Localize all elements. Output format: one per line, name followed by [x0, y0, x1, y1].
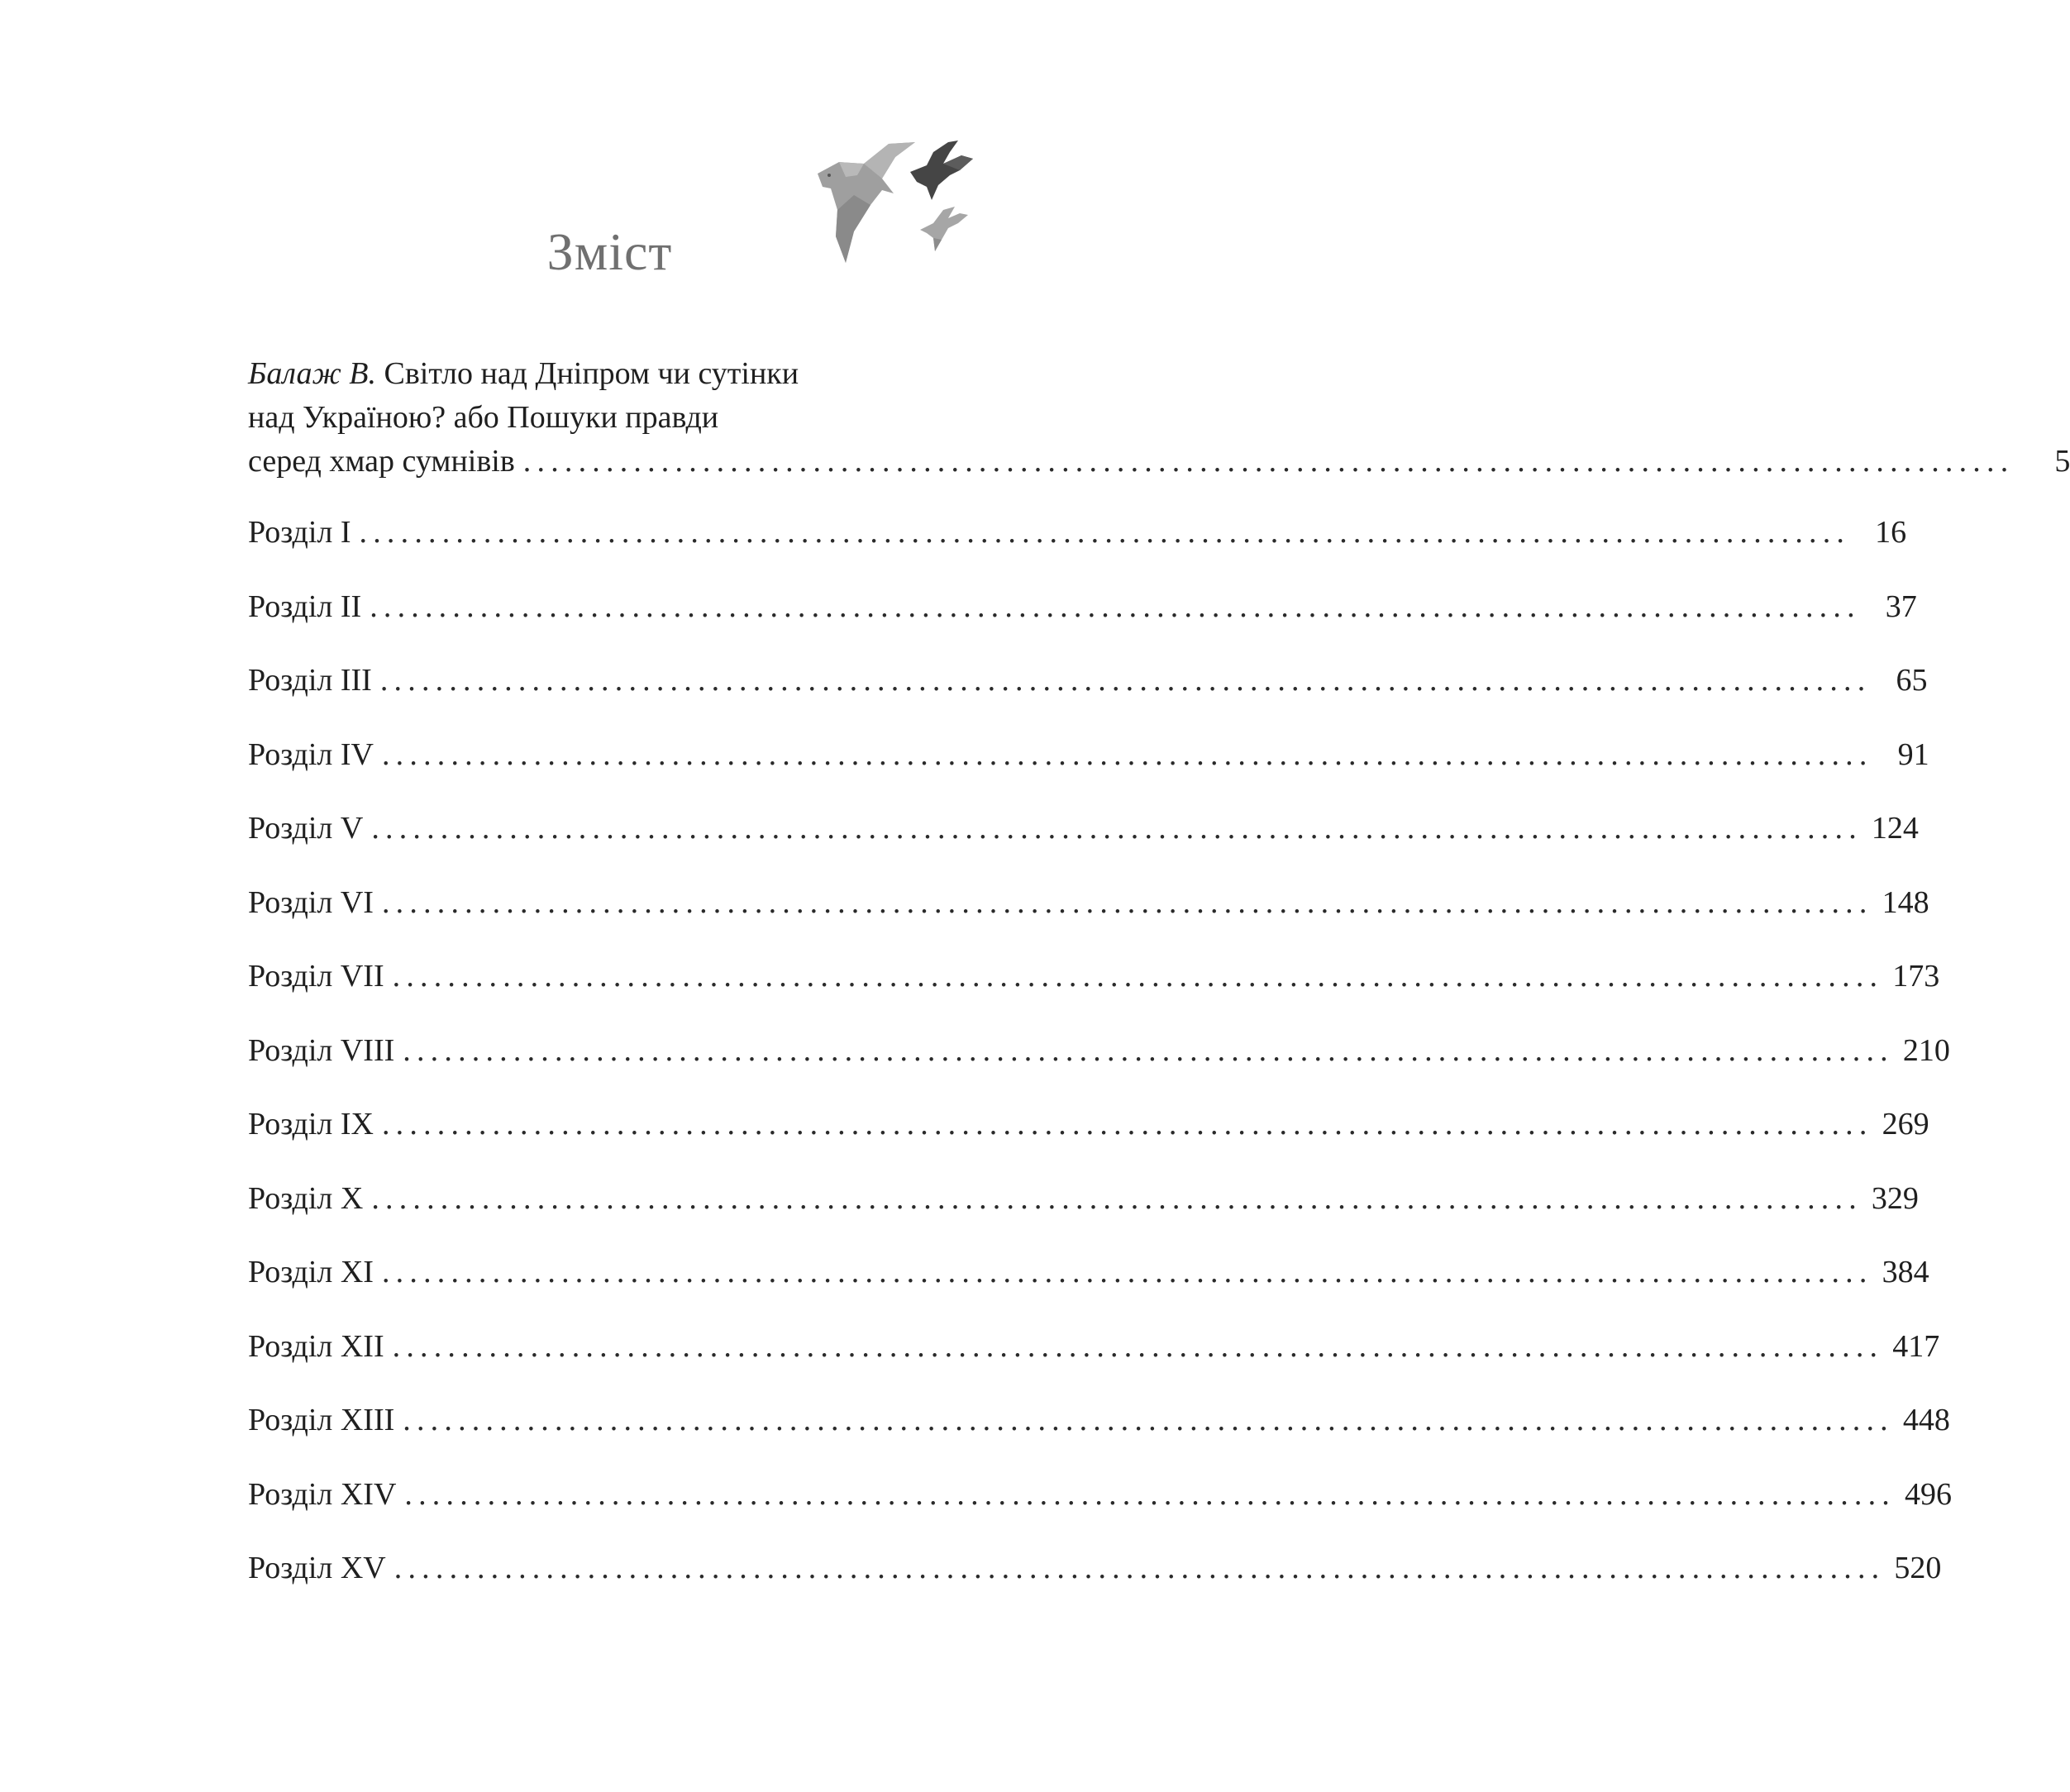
dot-leader: ............................................................................................................	[403, 1032, 1894, 1068]
chapter-page-number: 384	[1882, 1255, 1929, 1289]
toc-entry-chapter[interactable]	[248, 1399, 1950, 1442]
toc-entry-chapter[interactable]	[248, 1547, 1942, 1590]
chapter-label: Розділ XV	[248, 1551, 386, 1585]
chapter-label: Розділ VIII	[248, 1032, 395, 1068]
chapter-page-number: 417	[1892, 1328, 1940, 1364]
toc-entry-chapter[interactable]	[248, 659, 1928, 703]
intro-line-3	[248, 440, 2070, 484]
chapter-label: Розділ XI	[248, 1255, 374, 1289]
dot-leader: ............................................................................................................	[403, 1403, 1894, 1437]
intro-line-1	[248, 352, 942, 396]
chapter-label: Розділ XIII	[248, 1403, 395, 1437]
dot-leader: ............................................................................................................	[371, 1180, 1863, 1216]
toc-entry-chapter[interactable]	[248, 511, 1907, 555]
toc-entry-chapter[interactable]	[248, 1251, 1929, 1294]
toc-entry-chapter[interactable]	[248, 955, 1940, 998]
chapter-page-number: 65	[1896, 663, 1928, 698]
chapter-page-number: 173	[1892, 959, 1940, 994]
page-title: Зміст	[546, 222, 673, 281]
table-of-contents	[248, 352, 2070, 1621]
chapter-page-number: 91	[1897, 736, 1929, 772]
chapter-label: Розділ IV	[248, 736, 374, 772]
dot-leader: ............................................................................................................	[522, 444, 2015, 479]
intro-author: Балаж В.	[248, 356, 377, 391]
dot-leader: ............................................................................................................	[379, 663, 1872, 698]
intro-title-part-3: серед хмар сумнівів	[248, 444, 515, 479]
toc-entry-chapter[interactable]	[248, 585, 1917, 629]
dot-leader: ............................................................................................................	[371, 811, 1863, 846]
toc-entry-chapter[interactable]	[248, 807, 1919, 851]
chapter-label: Розділ V	[248, 811, 364, 846]
dot-leader: ............................................................................................................	[404, 1476, 1896, 1512]
dot-leader: ............................................................................................................	[370, 589, 1861, 624]
intro-title-part-2: над Україною? або Пошуки правди	[248, 400, 719, 435]
chapter-label: Розділ IX	[248, 1107, 374, 1141]
chapter-page-number: 269	[1882, 1107, 1929, 1141]
dot-leader: ............................................................................................................	[392, 1328, 1884, 1364]
chapter-label: Розділ XII	[248, 1328, 384, 1364]
chapter-page-number: 124	[1871, 811, 1919, 846]
toc-entry-chapter[interactable]	[248, 1473, 1953, 1517]
toc-entry-chapter[interactable]	[248, 1029, 1950, 1073]
chapter-page-number: 16	[1875, 515, 1907, 550]
intro-title-part-1: Світло над Дніпром чи сутінки	[376, 356, 799, 391]
dark-bird-icon	[910, 141, 973, 200]
toc-entry-intro[interactable]	[248, 352, 2070, 484]
chapter-page-number: 496	[1905, 1476, 1953, 1512]
chapter-label: Розділ XIV	[248, 1476, 397, 1512]
chapter-page-number: 210	[1902, 1032, 1950, 1068]
dot-leader: ............................................................................................................	[381, 1107, 1873, 1141]
toc-entry-chapter[interactable]	[248, 1103, 1929, 1146]
chapter-page-number: 37	[1885, 589, 1917, 624]
dot-leader: ............................................................................................................	[392, 959, 1884, 994]
chapter-page-number: 520	[1894, 1551, 1942, 1585]
chapter-page-number: 329	[1871, 1180, 1919, 1216]
toc-entry-chapter[interactable]	[248, 1325, 1940, 1369]
dot-leader: ............................................................................................................	[381, 1255, 1873, 1289]
dot-leader: ............................................................................................................	[393, 1551, 1886, 1585]
chapter-page-number: 148	[1882, 884, 1929, 920]
dot-leader: ............................................................................................................	[381, 736, 1873, 772]
toc-entry-chapter[interactable]	[248, 881, 1929, 925]
toc-entry-chapter[interactable]	[248, 1177, 1919, 1221]
chapter-label: Розділ VI	[248, 884, 374, 920]
chapter-label: Розділ VII	[248, 959, 384, 994]
toc-entry-chapter[interactable]	[248, 733, 1929, 777]
chapter-label: Розділ I	[248, 515, 351, 550]
dot-leader: ............................................................................................................	[359, 515, 1851, 550]
chapter-page-number: 448	[1902, 1403, 1950, 1437]
chapter-label: Розділ II	[248, 589, 362, 624]
chapter-list	[248, 511, 1953, 1590]
dot-leader: ............................................................................................................	[381, 884, 1873, 920]
intro-page-number: 5	[2054, 444, 2070, 479]
chapter-label: Розділ III	[248, 663, 372, 698]
chapter-label: Розділ X	[248, 1180, 364, 1216]
